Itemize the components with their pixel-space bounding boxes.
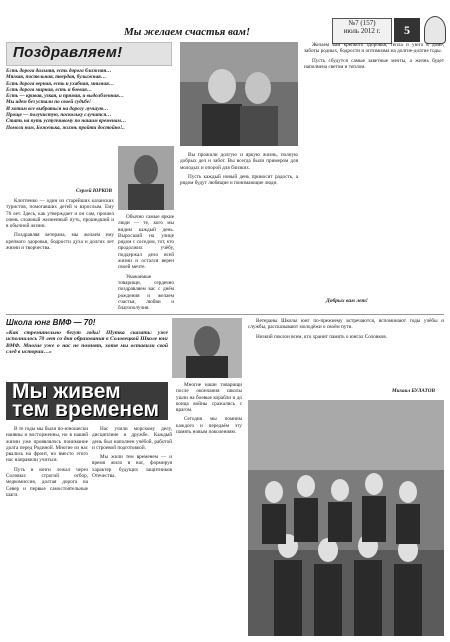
bottom-signature: Михаил БУЛАТОВ — [392, 388, 436, 394]
issue-info — [332, 18, 392, 44]
page-number: 5 — [394, 18, 420, 42]
section-kicker: Школа юнг ВМФ — 70! — [6, 318, 96, 327]
portrait-photo-2 — [172, 318, 242, 378]
bottom-column-1 — [6, 426, 88, 501]
poem-author: Сергей ЮРКОВ — [76, 188, 112, 194]
section-divider — [6, 314, 444, 315]
paragraph: Пусть сбудутся самые заветные мечты, а жизнь будет наполнена светом и теплом. — [304, 57, 444, 70]
paragraph: Вы прожили долгую и яркую жизнь, полную добрых дел и забот. Вы всегда были примером для молодых и опорой для близких. — [180, 152, 298, 171]
poem-line: И хотим все выбраться на дорогу лучшую… — [6, 105, 109, 112]
congratulations-article — [6, 42, 444, 312]
paragraph: Желаем вам крепкого здоровья, тепла и уюта в доме, заботы родных, бодрости и оптимизма на долгие-долгие годы. — [304, 42, 444, 55]
poem-line: Мягкая, постельная, твердая, булыжная… — [6, 74, 107, 81]
issue-number: №7 (157) — [348, 19, 376, 27]
issue-date: июль 2012 г. — [343, 27, 381, 35]
paragraph: Ветераны Школы юнг по-прежнему встречаются, вспоминают годы учёбы и службы, рассказывают молодёжи о своём пути. — [248, 318, 444, 331]
paragraph: В те годы мы были по-юношески наивны и восторженны, но в нашей жизни уже проявлялось понимание долга перед Родиной. Многие из нас рвались на фронт, но вместо этого нас направили учиться. — [6, 426, 88, 464]
poem-line: Есть дорога дальняя, есть дорога ближняя… — [6, 68, 112, 74]
newspaper-emblem-icon — [424, 16, 446, 44]
article-title-banner — [6, 42, 172, 66]
article-column-1 — [6, 198, 114, 254]
poem-line: Есть дорога мирная, есть и боевая… — [6, 86, 92, 93]
paragraph: Низкий поклон всем, кто хранит память о юнгах Соловков. — [256, 333, 387, 340]
lead-quote: «Как стремительно бегут годы! Шутка сказать: уже исполнилось 70 лет со дня образования в Соловецкой Школе юнг ВМФ. Многие уже о нас не помнят, хотя мы оставили свой след в истории…» — [6, 330, 168, 356]
paragraph: Поздравляя ветерана, мы желаем ему крепкого здоровья, бодрости духа и долгих лет жизни и творчества. — [6, 232, 114, 252]
article-column-3 — [180, 152, 298, 189]
header-slogan: Мы желаем счастья вам! — [124, 26, 251, 38]
poem-line: Мы идем без устали по своей судьбе! — [6, 99, 92, 106]
article-signature: Добрых вам лет! — [326, 298, 368, 304]
bottom-column-2 — [92, 426, 172, 482]
paragraph: Путь в юнги лежал через Соловки: строгий отбор, медкомиссия, долгая дорога на Север и первые самостоятельные шаги. — [6, 466, 88, 498]
group-photo — [248, 400, 444, 636]
page-header — [6, 6, 444, 40]
headline-line-2: тем временем — [12, 398, 160, 421]
paragraph: Обычно самые яркие люди — те, кого мы видим каждый день. Выросший на улице рядом с соседом, тот, кто продолжил учёбу, поддержал дело всей жизни и остался верен своей мечте. — [118, 214, 174, 271]
paragraph: Пусть каждый новый день приносит радость, а рядом будут любящие и понимающие люди. — [180, 173, 298, 187]
poem-line: Помоги нам, Боженька, жизнь пройти достойно!.. — [6, 124, 125, 131]
paragraph: Нас учили морскому делу, дисциплине и дружбе. Каждый день был наполнен учёбой, работой и строевой подготовкой. — [92, 426, 172, 451]
paragraph: Мы жили тем временем — и время жило в нас, формируя характер будущих защитников Отечества. — [92, 454, 172, 480]
bottom-column-3 — [176, 382, 242, 438]
bottom-column-4 — [248, 318, 444, 343]
portrait-photo — [118, 146, 174, 210]
article-column-4 — [304, 42, 444, 73]
article-column-2 — [118, 214, 174, 314]
paragraph: Многие наши товарищи после окончания школы ушли на боевые корабли и до конца войны сражались с врагом. — [176, 382, 242, 414]
paragraph: Клотпенко — один из старейших казанских туристов, помогавших детей и взрослым. Ему 76 лет. Здесь, как утверждает и он сам, прошел очень сложный жизненный путь, прошедший и в обычной жизни. — [6, 198, 114, 230]
poem-line: Есть дорога верная, есть и ухабная, мнимая… — [6, 80, 114, 87]
article-title: Поздравляем! — [13, 44, 123, 61]
headline-banner — [6, 382, 168, 420]
poem-line: Есть — кривая, узкая, и прямая, и выдолбленная… — [6, 93, 124, 100]
paragraph: Уважаемые товарищи, сердечно поздравляем вас с днём рождения и желаем счастья, любви и благополучия. — [118, 273, 174, 312]
headline-line-1: Мы живем — [12, 380, 121, 403]
paragraph: Сегодня мы помним каждого и передаём эту память новым поколениям. — [176, 416, 242, 436]
poem-line: Проще — получистую, поскольку случится… — [6, 112, 112, 119]
poem — [6, 68, 154, 131]
poem-line: Стать на путь уступчивому по нашим временам… — [6, 118, 127, 125]
couple-photo — [180, 42, 298, 146]
